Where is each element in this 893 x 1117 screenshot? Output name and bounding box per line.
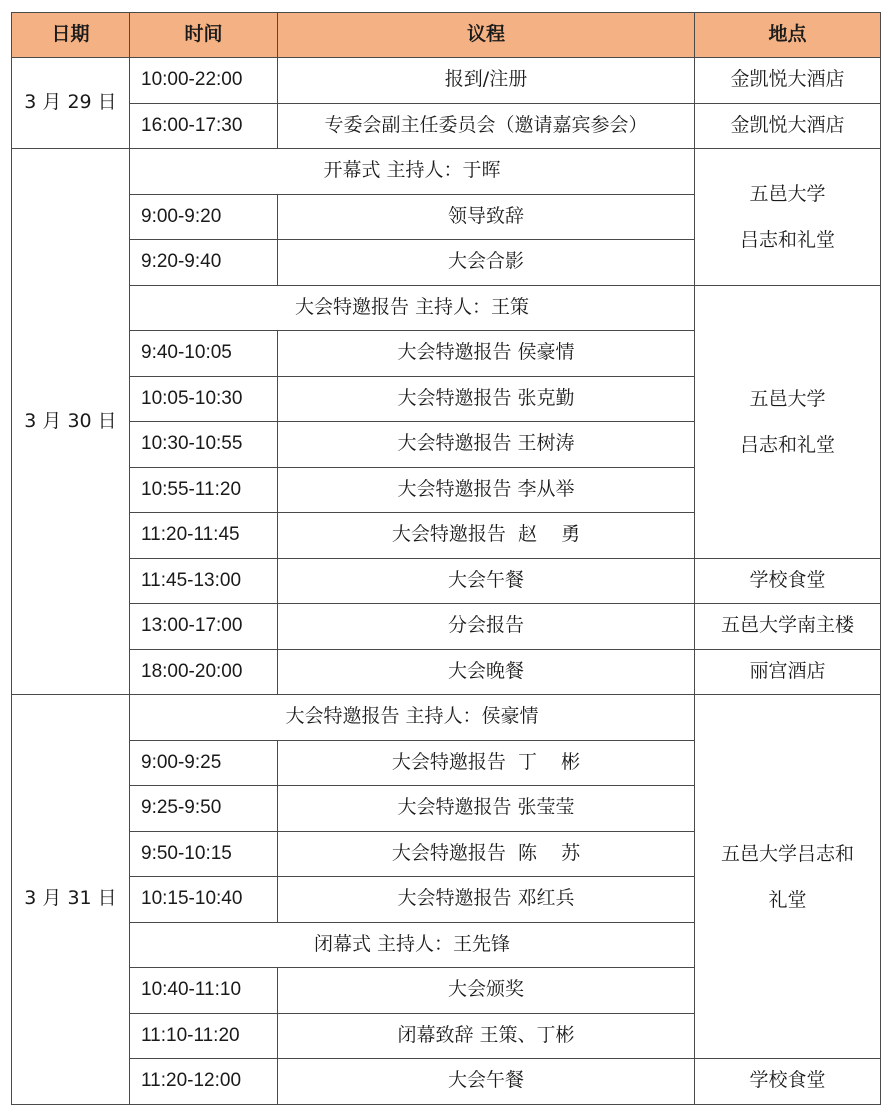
venue-line: 五邑大学 — [749, 387, 826, 410]
venue-cell: 丽宫酒店 — [695, 649, 881, 695]
session-header-cell: 大会特邀报告 主持人：侯豪情 — [130, 695, 695, 741]
time-cell: 13:00-17:00 — [130, 604, 278, 650]
agenda-cell: 专委会副主任委员会（邀请嘉宾参会） — [278, 103, 695, 149]
agenda-cell: 大会特邀报告 陈 苏 — [278, 831, 695, 877]
agenda-cell: 报到/注册 — [278, 58, 695, 104]
date-cell: 3 月 29 日 — [12, 58, 130, 149]
schedule-table — [11, 12, 881, 1105]
time-cell: 18:00-20:00 — [130, 649, 278, 695]
table-row — [12, 649, 881, 695]
venue-cell — [695, 285, 881, 558]
agenda-cell: 大会特邀报告 李从举 — [278, 467, 695, 513]
time-cell: 11:10-11:20 — [130, 1013, 278, 1059]
table-row — [12, 1059, 881, 1105]
time-cell: 11:45-13:00 — [130, 558, 278, 604]
time-cell: 16:00-17:30 — [130, 103, 278, 149]
table-row — [12, 695, 881, 741]
table-row — [12, 285, 881, 331]
agenda-cell: 大会特邀报告 王树涛 — [278, 422, 695, 468]
agenda-cell: 大会午餐 — [278, 1059, 695, 1105]
time-cell: 9:40-10:05 — [130, 331, 278, 377]
header-venue: 地点 — [695, 13, 881, 58]
time-cell: 10:05-10:30 — [130, 376, 278, 422]
table-row — [12, 558, 881, 604]
agenda-cell: 闭幕致辞 王策、丁彬 — [278, 1013, 695, 1059]
agenda-cell: 大会颁奖 — [278, 968, 695, 1014]
session-header-cell: 开幕式 主持人：于晖 — [130, 149, 695, 195]
venue-cell: 金凯悦大酒店 — [695, 58, 881, 104]
venue-line: 五邑大学吕志和 — [720, 842, 854, 865]
venue-cell — [695, 149, 881, 286]
time-cell: 11:20-12:00 — [130, 1059, 278, 1105]
time-cell: 10:55-11:20 — [130, 467, 278, 513]
venue-line: 吕志和礼堂 — [739, 228, 835, 251]
agenda-cell: 大会特邀报告 赵 勇 — [278, 513, 695, 559]
agenda-cell: 大会晚餐 — [278, 649, 695, 695]
agenda-cell: 分会报告 — [278, 604, 695, 650]
agenda-cell: 大会午餐 — [278, 558, 695, 604]
time-cell: 10:15-10:40 — [130, 877, 278, 923]
agenda-cell: 大会特邀报告 丁 彬 — [278, 740, 695, 786]
agenda-cell: 大会特邀报告 邓红兵 — [278, 877, 695, 923]
agenda-cell: 领导致辞 — [278, 194, 695, 240]
venue-cell: 学校食堂 — [695, 558, 881, 604]
session-header-cell: 闭幕式 主持人：王先锋 — [130, 922, 695, 968]
table-row — [12, 58, 881, 104]
table-row — [12, 149, 881, 195]
header-date: 日期 — [12, 13, 130, 58]
venue-cell: 五邑大学南主楼 — [695, 604, 881, 650]
venue-line: 吕志和礼堂 — [739, 433, 835, 456]
venue-line: 五邑大学 — [749, 182, 826, 205]
date-cell: 3 月 30 日 — [12, 149, 130, 695]
time-cell: 9:25-9:50 — [130, 786, 278, 832]
venue-cell — [695, 695, 881, 1059]
venue-line: 礼堂 — [768, 888, 807, 911]
time-cell: 9:20-9:40 — [130, 240, 278, 286]
header-row — [12, 13, 881, 58]
venue-cell: 金凯悦大酒店 — [695, 103, 881, 149]
agenda-cell: 大会合影 — [278, 240, 695, 286]
session-header-cell: 大会特邀报告 主持人：王策 — [130, 285, 695, 331]
agenda-cell: 大会特邀报告 侯豪情 — [278, 331, 695, 377]
header-agenda: 议程 — [278, 13, 695, 58]
agenda-cell: 大会特邀报告 张莹莹 — [278, 786, 695, 832]
header-time: 时间 — [130, 13, 278, 58]
table-row — [12, 103, 881, 149]
time-cell: 10:30-10:55 — [130, 422, 278, 468]
venue-cell: 学校食堂 — [695, 1059, 881, 1105]
date-cell: 3 月 31 日 — [12, 695, 130, 1105]
time-cell: 9:00-9:25 — [130, 740, 278, 786]
time-cell: 9:50-10:15 — [130, 831, 278, 877]
time-cell: 10:00-22:00 — [130, 58, 278, 104]
time-cell: 9:00-9:20 — [130, 194, 278, 240]
table-row — [12, 604, 881, 650]
agenda-cell: 大会特邀报告 张克勤 — [278, 376, 695, 422]
time-cell: 10:40-11:10 — [130, 968, 278, 1014]
time-cell: 11:20-11:45 — [130, 513, 278, 559]
